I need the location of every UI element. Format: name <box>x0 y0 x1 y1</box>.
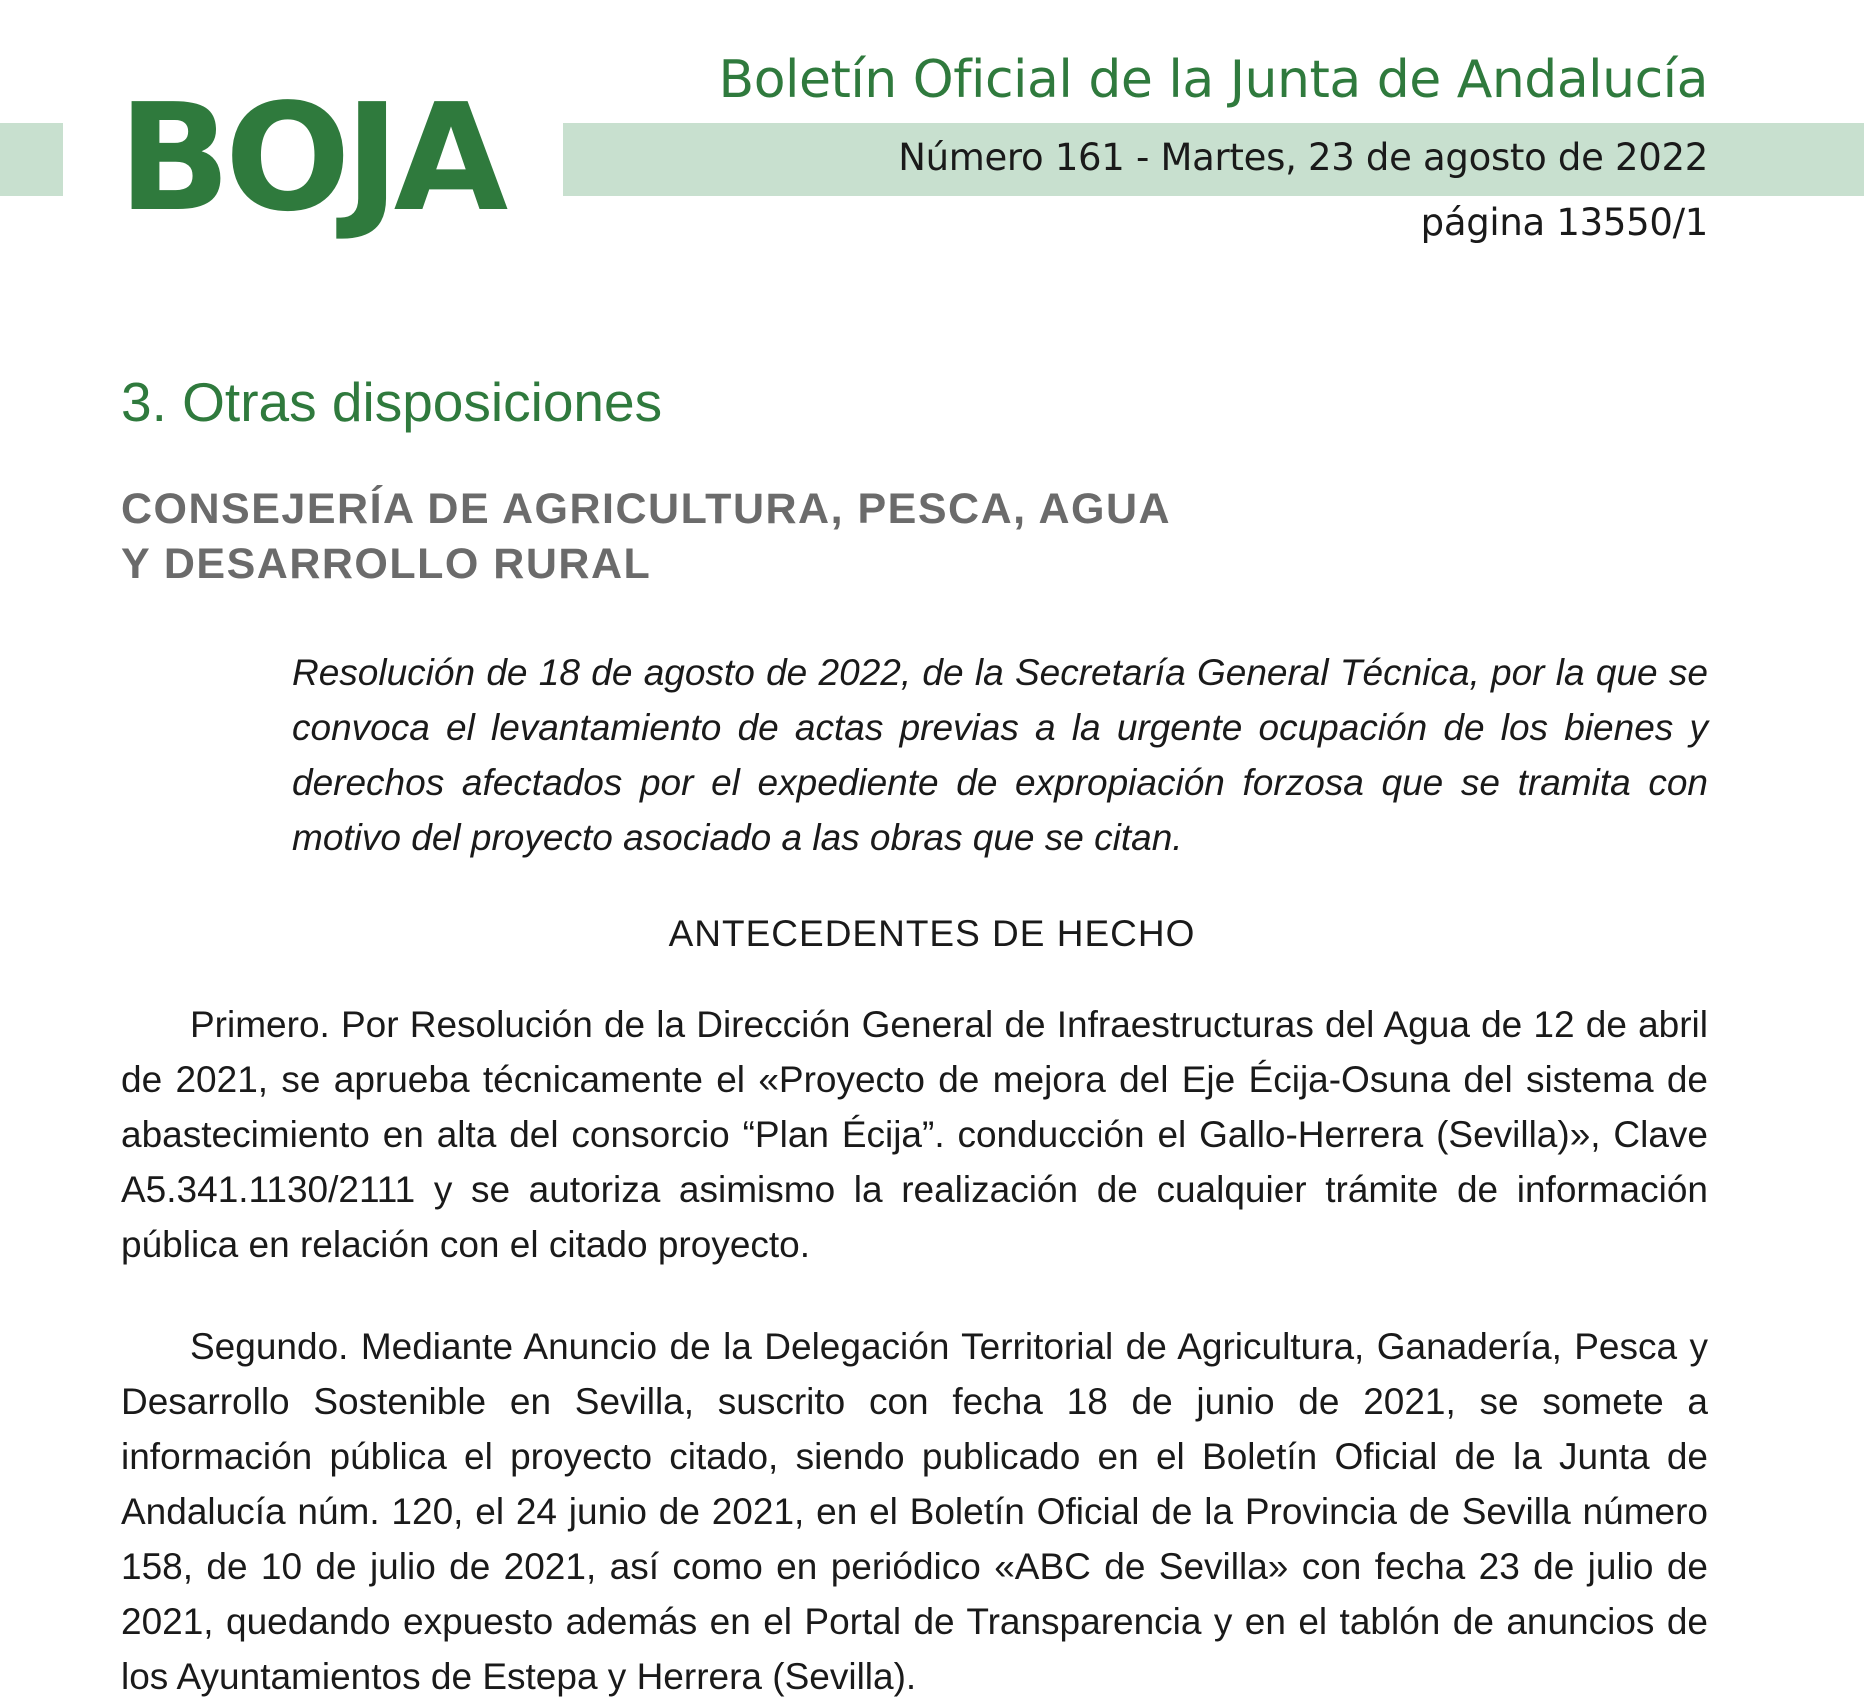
bulletin-title: Boletín Oficial de la Junta de Andalucía <box>718 50 1708 110</box>
ministry-heading <box>121 482 1171 592</box>
header-band-left <box>0 123 63 196</box>
section-title: 3. Otras disposiciones <box>121 371 663 433</box>
issue-number-date: Número 161 - Martes, 23 de agosto de 2022 <box>898 136 1708 179</box>
ministry-line-2: Y DESARROLLO RURAL <box>121 540 652 588</box>
antecedentes-heading: ANTECEDENTES DE HECHO <box>668 913 1196 954</box>
page-number: página 13550/1 <box>1420 201 1708 244</box>
ministry-line-1: CONSEJERÍA DE AGRICULTURA, PESCA, AGUA <box>121 485 1172 533</box>
paragraph-segundo: Segundo. Mediante Anuncio de la Delegación Territorial de Agricultura, Ganadería, Pesca y Desarrollo Sostenible en Sevilla, suscrito con fecha 18 de junio de 2021, se somete a información pública el proyecto citado, siendo publicado en el Boletín Oficial de la Junta de Andalucía núm. 120, el 24 junio de 2021, en el Boletín Oficial de la Provincia de Sevilla número 158, de 10 de julio de 2021, así como en periódico «ABC de Sevilla» con fecha 23 de julio de 2021, quedando expuesto además en el Portal de Transparencia y en el tablón de anuncios de los Ayuntamientos de Estepa y Herrera (Sevilla). <box>121 1326 1708 1697</box>
boja-logo: BOJA <box>118 72 503 244</box>
resolution-summary: Resolución de 18 de agosto de 2022, de la Secretaría General Técnica, por la que se convoca el levantamiento de actas previas a la urgente ocupación de los bienes y derechos afectados por el expediente de expropiación forzosa que se tramita con motivo del proyecto asociado a las obras que se citan. <box>292 652 1708 858</box>
paragraph-primero: Primero. Por Resolución de la Dirección General de Infraestructuras del Agua de 12 de abril de 2021, se aprueba técnicamente el «Proyecto de mejora del Eje Écija-Osuna del sistema de abastecimiento en alta del consorcio “Plan Écija”. conducción el Gallo-Herrera (Sevilla)», Clave A5.341.1130/2111 y se autoriza asimismo la realización de cualquier trámite de información pública en relación con el citado proyecto. <box>121 1004 1708 1265</box>
